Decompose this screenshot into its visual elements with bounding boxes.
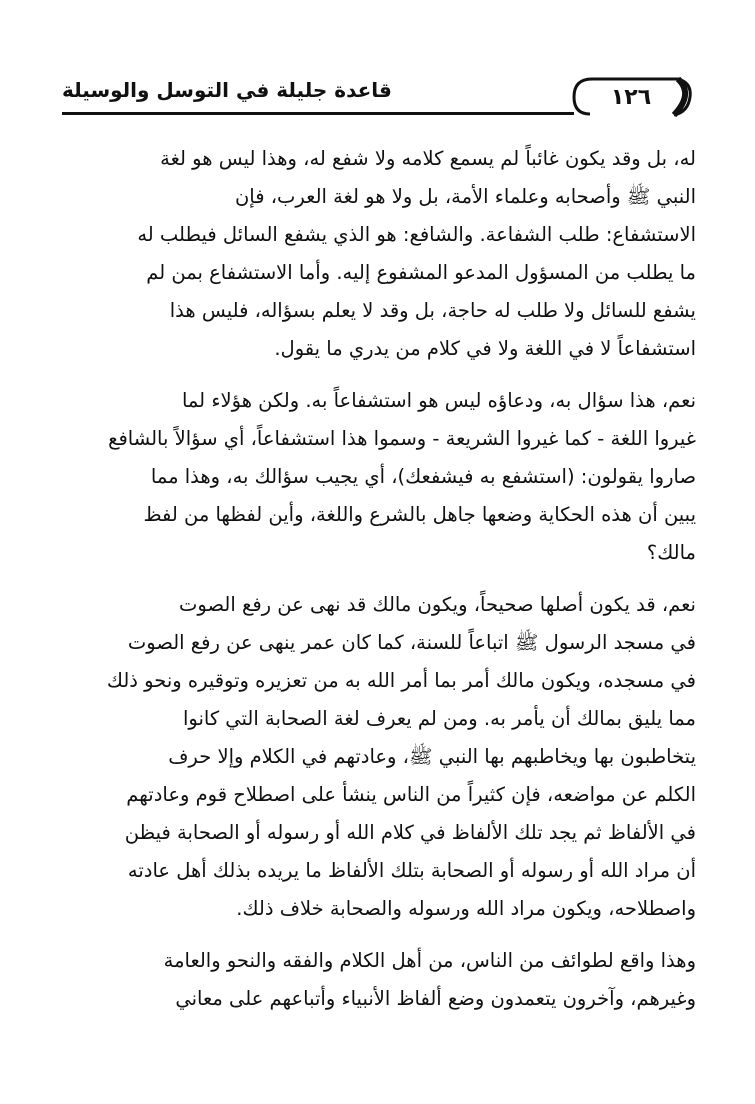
text-line: يشفع للسائل ولا طلب له حاجة، بل وقد لا يعلم بسؤاله، فليس هذا [169,299,696,322]
text-line: صاروا يقولون: (استشفع به فيشفعك)، أي يجيب سؤالك به، وهذا مما [150,465,696,488]
text-line: أن مراد الله أو رسوله أو الصحابة بتلك الألفاظ ما يريده بذلك أهل عادته [127,859,696,882]
page-number-badge [570,74,692,120]
page-header [62,70,692,130]
text-line: وغيرهم، وآخرون يتعمدون وضع ألفاظ الأنبياء وأتباعهم على معاني [175,987,696,1010]
text-line: وهذا واقع لطوائف من الناس، من أهل الكلام والفقه والنحو والعامة [163,949,696,972]
header-rule [62,112,574,115]
text-line: ما يطلب من المسؤول المدعو المشفوع إليه. وأما الاستشفاع بمن لم [146,261,696,284]
running-title: قاعدة جليلة في التوسل والوسيلة [62,78,392,102]
text-line: نعم، قد يكون أصلها صحيحاً، ويكون مالك قد نهى عن رفع الصوت [179,593,696,616]
text-line: في مسجده، ويكون مالك أمر بما أمر الله به من تعزيره وتوقيره ونحو ذلك [106,669,696,692]
text-line: نعم، هذا سؤال به، ودعاؤه ليس هو استشفاعاً به. ولكن هؤلاء لما [181,389,696,412]
paragraph [64,942,696,1018]
paragraph [64,586,696,928]
text-line: مالك؟ [646,541,696,564]
paragraph [64,140,696,368]
paragraph-gap [64,928,696,942]
text-line: في الألفاظ ثم يجد تلك الألفاظ في كلام الله أو رسوله أو الصحابة فيظن [124,821,696,844]
text-line: الاستشفاع: طلب الشفاعة. والشافع: هو الذي يشفع السائل فيطلب له [137,223,696,246]
text-line: له، بل وقد يكون غائباً لم يسمع كلامه ولا شفع له، وهذا ليس هو لغة [160,147,696,170]
text-line: الكلم عن مواضعه، فإن كثيراً من الناس ينشأ على اصطلاح قوم وعادتهم [126,783,696,806]
text-line: يتخاطبون بها ويخاطبهم بها النبي ﷺ، وعادتهم في الكلام وإلا حرف [168,745,696,768]
text-line: واصطلاحه، ويكون مراد الله ورسوله والصحابة خلاف ذلك. [236,897,696,920]
text-line: غيروا اللغة - كما غيروا الشريعة - وسموا هذا استشفاعاً، أي سؤالاً بالشافع [108,427,696,450]
text-line: في مسجد الرسول ﷺ اتباعاً للسنة، كما كان عمر ينهى عن رفع الصوت [127,631,696,654]
paragraph-gap [64,572,696,586]
text-line: مما يليق بمالك أن يأمر به. ومن لم يعرف لغة الصحابة التي كانوا [182,707,696,730]
text-line: النبي ﷺ وأصحابه وعلماء الأمة، بل ولا هو لغة العرب، فإن [234,185,696,208]
text-line: استشفاعاً لا في اللغة ولا في كلام من يدري ما يقول. [274,337,696,360]
page-number: ١٢٦ [610,84,652,110]
paragraph-gap [64,368,696,382]
paragraph [64,382,696,572]
body-text [64,140,696,1090]
text-line: يبين أن هذه الحكاية وضعها جاهل بالشرع واللغة، وأين لفظها من لفظ [143,503,696,526]
